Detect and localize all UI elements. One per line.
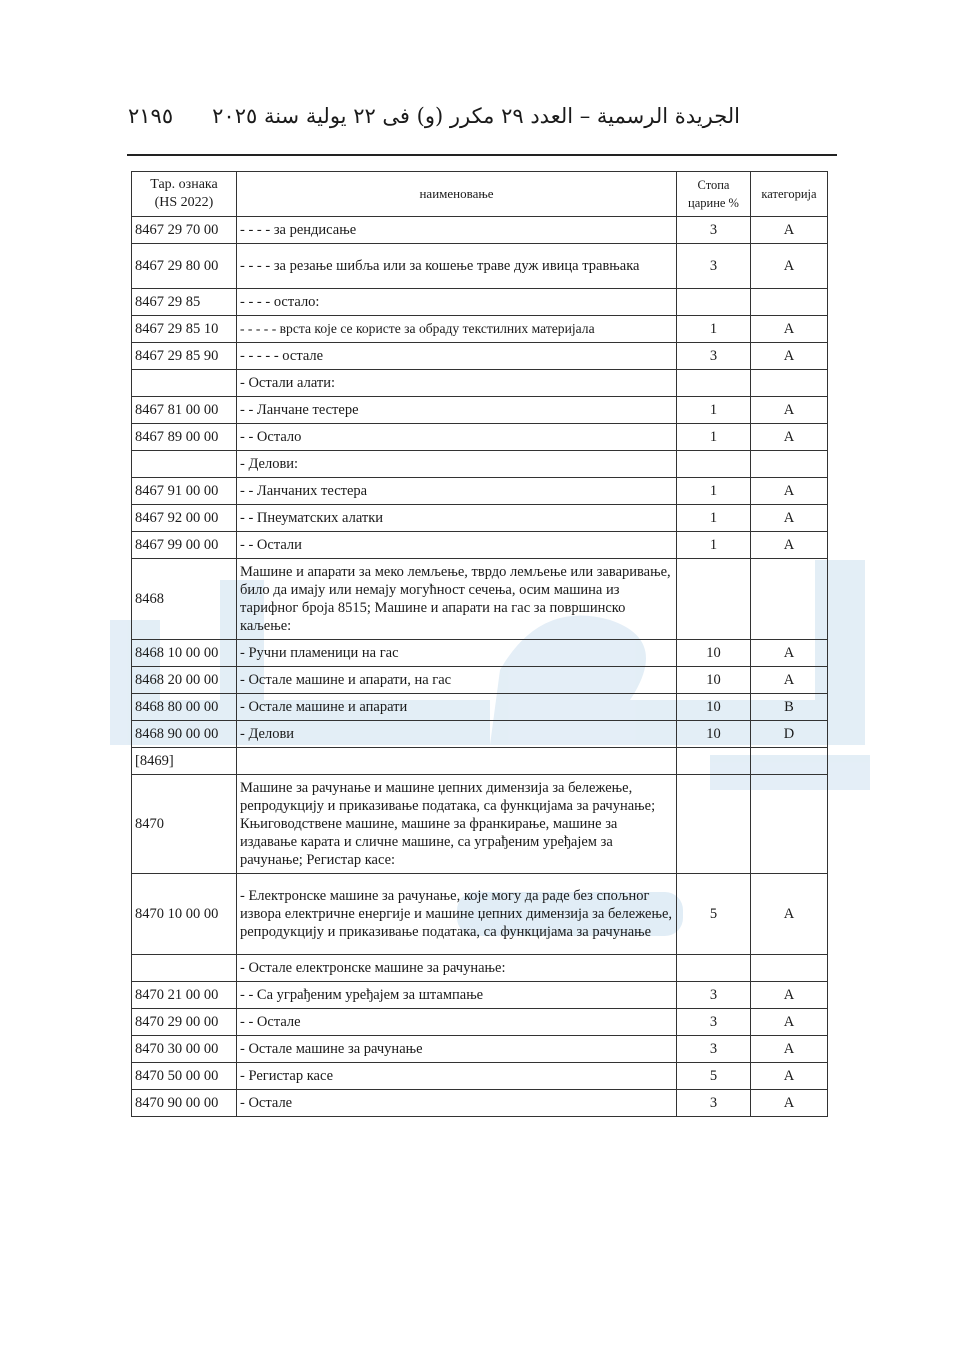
header-rate-label: Стопа <box>697 178 730 192</box>
row-name: - - Остале <box>237 1009 677 1036</box>
row-name: - - Пнеуматских алатки <box>237 505 677 532</box>
row-category: A <box>751 1090 828 1117</box>
row-rate: 3 <box>677 1036 751 1063</box>
row-code: 8467 89 00 00 <box>132 424 237 451</box>
table-row <box>132 1063 828 1090</box>
row-rate: 3 <box>677 343 751 370</box>
table-row <box>132 640 828 667</box>
row-code: 8467 29 85 10 <box>132 316 237 343</box>
table-row <box>132 748 828 775</box>
row-name: - - Остали <box>237 532 677 559</box>
table-row <box>132 451 828 478</box>
row-code: 8470 10 00 00 <box>132 874 237 955</box>
row-category: A <box>751 667 828 694</box>
row-name: - Остали алати: <box>237 370 677 397</box>
table-row <box>132 343 828 370</box>
header-category: категорија <box>751 172 828 217</box>
row-category <box>751 559 828 640</box>
table-row <box>132 1009 828 1036</box>
row-category: A <box>751 316 828 343</box>
row-category: D <box>751 721 828 748</box>
table-row <box>132 289 828 316</box>
row-rate: 10 <box>677 640 751 667</box>
table-row <box>132 775 828 874</box>
row-category <box>751 451 828 478</box>
row-category: A <box>751 532 828 559</box>
header-rate-unit: царине % <box>688 196 739 210</box>
row-rate: 3 <box>677 982 751 1009</box>
row-rate: 3 <box>677 1009 751 1036</box>
row-name: - Остале машине и апарати, на гас <box>237 667 677 694</box>
row-name: - Делови: <box>237 451 677 478</box>
row-category: A <box>751 397 828 424</box>
row-rate <box>677 289 751 316</box>
row-rate: 1 <box>677 316 751 343</box>
table-row <box>132 694 828 721</box>
row-rate <box>677 955 751 982</box>
table-row <box>132 955 828 982</box>
row-category: A <box>751 505 828 532</box>
row-rate: 10 <box>677 721 751 748</box>
row-category: A <box>751 244 828 289</box>
row-rate: 5 <box>677 1063 751 1090</box>
row-code: 8470 <box>132 775 237 874</box>
row-name: - Ручни пламеници на гас <box>237 640 677 667</box>
row-name: - Остале <box>237 1090 677 1117</box>
row-rate <box>677 748 751 775</box>
row-rate: 10 <box>677 694 751 721</box>
row-category: A <box>751 874 828 955</box>
table-row <box>132 505 828 532</box>
table-row <box>132 397 828 424</box>
gazette-title: الجريدة الرسمية – العدد ٢٩ مكرر (و) فى ٢٢ يولية سنة ٢٠٢٥ <box>212 104 740 128</box>
row-code: 8467 29 70 00 <box>132 217 237 244</box>
table-row <box>132 532 828 559</box>
row-name: - - Ланчаних тестера <box>237 478 677 505</box>
table-row <box>132 217 828 244</box>
table-row <box>132 667 828 694</box>
row-name <box>237 748 677 775</box>
table-row <box>132 1036 828 1063</box>
row-name: - - Са уграђеним уређајем за штампање <box>237 982 677 1009</box>
row-rate <box>677 775 751 874</box>
row-code: 8468 20 00 00 <box>132 667 237 694</box>
row-category: B <box>751 694 828 721</box>
row-name: Машине и апарати за меко лемљење, тврдо лемљење или заваривање, било да имају или немају могућност сечења, осим машина из тарифног броја 8515; Машине и апарати на гас за површинско каљење: <box>237 559 677 640</box>
row-name: - - - - остало: <box>237 289 677 316</box>
row-category <box>751 955 828 982</box>
table-row <box>132 478 828 505</box>
header-code-hs: (HS 2022) <box>154 195 214 210</box>
row-rate: 1 <box>677 397 751 424</box>
page-header <box>128 104 836 140</box>
row-category: A <box>751 217 828 244</box>
row-rate <box>677 559 751 640</box>
row-rate: 1 <box>677 505 751 532</box>
row-code: 8467 92 00 00 <box>132 505 237 532</box>
row-rate <box>677 370 751 397</box>
table-row <box>132 1090 828 1117</box>
row-code: 8470 21 00 00 <box>132 982 237 1009</box>
table-row <box>132 370 828 397</box>
row-code: 8470 50 00 00 <box>132 1063 237 1090</box>
tariff-table <box>131 171 828 1117</box>
row-name: - Регистар касе <box>237 1063 677 1090</box>
row-name: - - Остало <box>237 424 677 451</box>
row-category: A <box>751 640 828 667</box>
row-code: 8467 91 00 00 <box>132 478 237 505</box>
row-category <box>751 775 828 874</box>
row-code: 8468 90 00 00 <box>132 721 237 748</box>
header-code-label: Тар. ознака <box>150 177 218 192</box>
row-name: - - - - - врста које се користе за обраду текстилних материјала <box>237 316 677 343</box>
row-category: A <box>751 343 828 370</box>
table-row <box>132 424 828 451</box>
row-name: - Остале машине и апарати <box>237 694 677 721</box>
table-row <box>132 721 828 748</box>
row-category: A <box>751 1036 828 1063</box>
row-rate: 3 <box>677 1090 751 1117</box>
table-row <box>132 982 828 1009</box>
row-name: - Електронске машине за рачунање, које могу да раде без спољног извора електричне енергије и машине џепних димензија за бележење, репродукцију и приказивање података, са функцијама за рачунање <box>237 874 677 955</box>
row-code: [8469] <box>132 748 237 775</box>
header-name: наименовање <box>237 172 677 217</box>
row-category: A <box>751 478 828 505</box>
row-name: - Остале машине за рачунање <box>237 1036 677 1063</box>
table-row <box>132 316 828 343</box>
row-category: A <box>751 982 828 1009</box>
row-category <box>751 748 828 775</box>
header-rate <box>677 172 751 217</box>
row-category <box>751 370 828 397</box>
row-code: 8470 90 00 00 <box>132 1090 237 1117</box>
row-code <box>132 370 237 397</box>
row-code: 8467 29 85 <box>132 289 237 316</box>
row-category: A <box>751 424 828 451</box>
row-rate: 5 <box>677 874 751 955</box>
row-rate: 1 <box>677 478 751 505</box>
row-rate <box>677 451 751 478</box>
row-code <box>132 451 237 478</box>
table-row <box>132 874 828 955</box>
table-header-row <box>132 172 828 217</box>
row-category: A <box>751 1009 828 1036</box>
table-row <box>132 244 828 289</box>
row-category: A <box>751 1063 828 1090</box>
row-code: 8467 29 80 00 <box>132 244 237 289</box>
row-name: - - - - - остале <box>237 343 677 370</box>
row-rate: 1 <box>677 532 751 559</box>
row-name: - - Ланчане тестере <box>237 397 677 424</box>
row-name: - Остале електронске машине за рачунање: <box>237 955 677 982</box>
row-code: 8467 29 85 90 <box>132 343 237 370</box>
row-name: - Делови <box>237 721 677 748</box>
row-code: 8468 <box>132 559 237 640</box>
row-code: 8467 99 00 00 <box>132 532 237 559</box>
table-row <box>132 559 828 640</box>
row-code: 8468 10 00 00 <box>132 640 237 667</box>
header-rule <box>127 154 837 156</box>
row-name: Машине за рачунање и машине џепних димензија за бележење, репродукцију и приказивање података, са функцијама за рачунање; Књиговодствене машине, машине за франкирање, машине за издавање карата и сличне машине, са уграђеним уређајем за рачунање; Регистар касе: <box>237 775 677 874</box>
row-rate: 3 <box>677 244 751 289</box>
row-rate: 3 <box>677 217 751 244</box>
row-code: 8470 29 00 00 <box>132 1009 237 1036</box>
row-rate: 10 <box>677 667 751 694</box>
row-name: - - - - за резање шибља или за кошење траве дуж ивица травњака <box>237 244 677 289</box>
row-name: - - - - за рендисање <box>237 217 677 244</box>
row-code: 8468 80 00 00 <box>132 694 237 721</box>
row-code: 8467 81 00 00 <box>132 397 237 424</box>
row-code: 8470 30 00 00 <box>132 1036 237 1063</box>
row-rate: 1 <box>677 424 751 451</box>
row-category <box>751 289 828 316</box>
page-number: ٢١٩٥ <box>128 104 174 128</box>
row-code <box>132 955 237 982</box>
header-code <box>132 172 237 217</box>
